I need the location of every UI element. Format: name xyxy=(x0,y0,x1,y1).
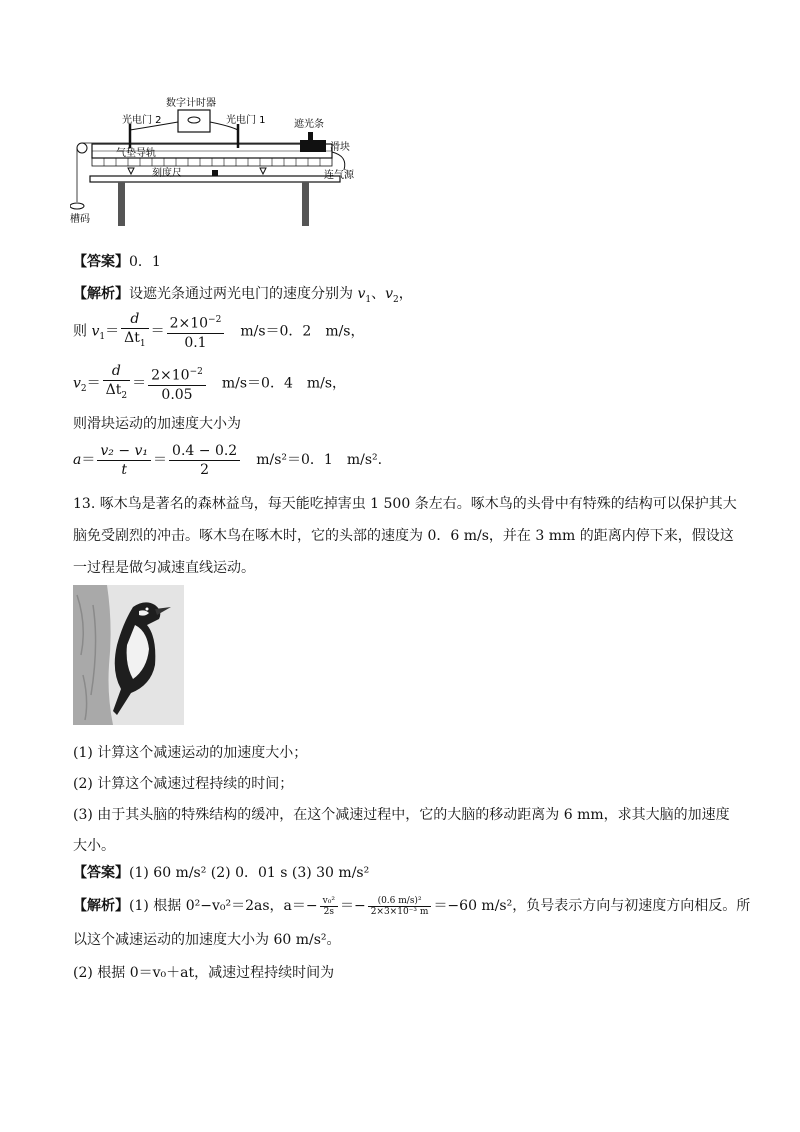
analysis-tag-2: 【解析】 xyxy=(73,898,129,914)
analysis-2-line-3: (2) 根据 0＝v₀＋at，减速过程持续时间为 xyxy=(73,965,335,981)
fraction-dv-t: $\frac{\text{v₂ − v₁}}{t}$ xyxy=(97,442,151,479)
slider-block xyxy=(300,140,326,152)
label-track: 气垫导轨 xyxy=(116,148,156,159)
timer-display xyxy=(188,117,200,123)
answer-text: 0．1 xyxy=(129,254,161,270)
q13-sub-question-1: (1) 计算这个减速运动的加速度大小； xyxy=(73,745,308,761)
q13-text-line-2: 脑免受剧烈的冲击。啄木鸟在啄木时，它的头部的速度为 0．6 m/s，并在 3 mm 的距离内停下来，假设这 xyxy=(73,528,734,544)
equation-v2: $v_2=$ $\frac{d}{\Delta t_2}$ ＝ $\frac{2\times 10^{-2}}{0.05}$ m/s＝0．4 m/s， xyxy=(73,362,346,409)
label-timer: 数字计时器 xyxy=(166,98,216,109)
shade-bar xyxy=(308,132,313,141)
pulley xyxy=(77,143,87,153)
q13-sub-question-2: (2) 计算这个减速过程持续的时间； xyxy=(73,776,294,792)
label-gate2: 光电门 2 xyxy=(122,115,162,126)
air-track-apparatus-diagram xyxy=(70,96,370,228)
answer-1 xyxy=(73,252,161,272)
hanging-weight xyxy=(70,203,84,209)
q13-sub-question-3-line-1: (3) 由于其头脑的特殊结构的缓冲，在这个减速过程中，它的大脑的移动距离为 6 mm，求其大脑的加速度 xyxy=(73,807,730,823)
analysis-1-conclusion: 则滑块运动的加速度大小为 xyxy=(73,416,241,432)
fraction-numeric: $\frac{\text{(0.6 m/s)²}}{\text{2×3×10⁻³ m}}$ xyxy=(368,896,432,917)
label-slider: 滑块 xyxy=(330,142,350,153)
table-leg-right xyxy=(302,182,309,226)
q13-text-line-1: 13. 啄木鸟是著名的森林益鸟，每天能吃掉害虫 1 500 条左右。啄木鸟的头骨中有特殊的结构可以保护其大 xyxy=(73,496,737,512)
fraction-acc-value: $\frac{0.4 - 0.2}{2}$ xyxy=(169,442,240,479)
label-weight: 槽码 xyxy=(70,214,90,225)
woodpecker-photo xyxy=(73,585,184,725)
table-leg-left xyxy=(118,182,125,226)
analysis-2-line-2: 以这个减速运动的加速度大小为 60 m/s²。 xyxy=(73,932,341,948)
analysis-tag: 【解析】 xyxy=(73,286,129,302)
label-gate1: 光电门 1 xyxy=(226,115,266,126)
digital-timer-box xyxy=(178,110,210,132)
analysis-1-intro: 【解析】设遮光条通过两光电门的速度分别为 $v_1$、$v_2$， xyxy=(73,286,413,305)
answer-text-2: (1) 60 m/s² (2) 0．01 s (3) 30 m/s² xyxy=(129,865,370,881)
fraction-v2-value: $\frac{2\times 10^{-2}}{0.05}$ xyxy=(148,363,206,404)
label-shade: 遮光条 xyxy=(294,119,324,130)
equation-acceleration: a＝ $\frac{\text{v₂ − v₁}}{t}$ ＝ $\frac{0.4 - 0.2}{2}$ m/s²＝0．1 m/s². xyxy=(73,442,383,478)
fraction-d-dt1: $\frac{d}{\Delta t_1}$ xyxy=(121,310,148,353)
answer-tag-2: 【答案】 xyxy=(73,865,129,881)
q13-sub-question-3-line-2: 大小。 xyxy=(73,838,115,854)
table-top xyxy=(90,176,340,182)
label-air: 连气源 xyxy=(324,170,354,181)
fraction-v0-2s: $\frac{\text{v₀²}}{2s}$ xyxy=(320,896,338,917)
label-ruler: 刻度尺 xyxy=(152,168,182,179)
answer-tag: 【答案】 xyxy=(73,254,129,270)
fraction-v1-value: $\frac{2\times 10^{-2}}{0.1}$ xyxy=(167,311,225,352)
answer-2 xyxy=(73,863,369,883)
fraction-d-dt2: $\frac{d}{\Delta t_2}$ xyxy=(103,362,130,405)
equation-v1: 则 $v_1=$ $\frac{d}{\Delta t_1}$ ＝ $\frac{2\times 10^{-2}}{0.1}$ m/s＝0．2 m/s， xyxy=(73,310,365,357)
q13-text-line-3: 一过程是做匀减速直线运动。 xyxy=(73,560,255,576)
analysis-2-line-1: 【解析】(1) 根据 0²−v₀²＝2as，a＝− $\frac{\text{v₀²}}{2s}$ ＝− $\frac{\text{(0.6 m/s)²}}{\text{2×3×10⁻³ m}}$ ＝−60 m/s²，负号表示方向与初速度方向相反。所 xyxy=(73,895,751,917)
